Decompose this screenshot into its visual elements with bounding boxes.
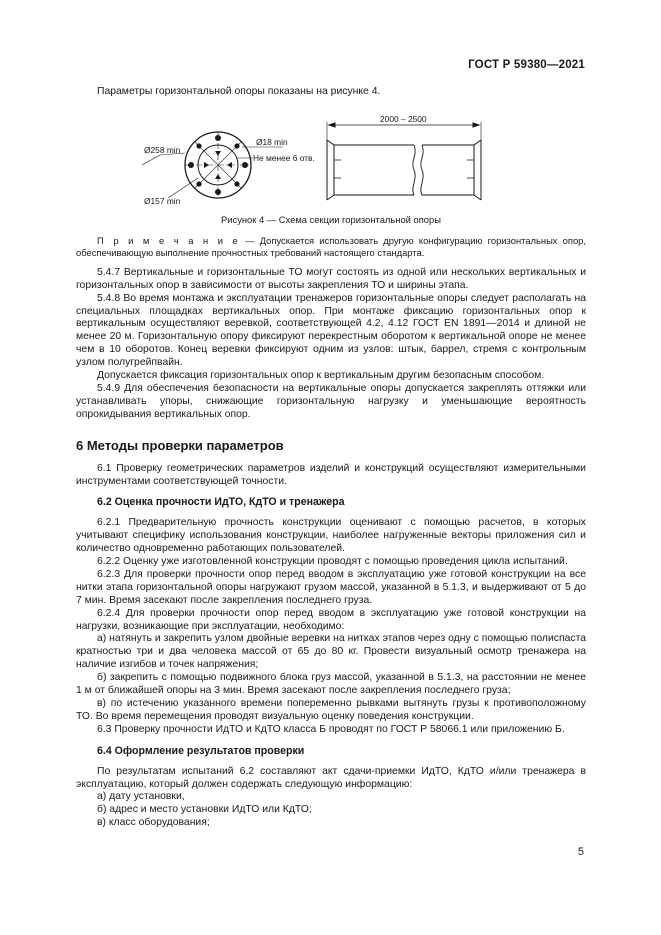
clause-5-4-7: 5.4.7 Вертикальные и горизонтальные ТО могут состоять из одной или нескольких вертикальных и горизонтальных опор в зависимости от высоты закрепления ТО и ширины этапа. xyxy=(76,266,586,291)
subsection-6-2-title: 6.2 Оценка прочности ИдТО, КдТО и тренажера xyxy=(97,496,345,509)
dim-hole-diameter: Ø18 min xyxy=(256,136,288,147)
clause-6-2-4-c: в) по истечению указанного времени попеременно рывками вытянуть грузы к противоположному ТО. Во время перемещения проводят визуальную оценку поведения конструкции. xyxy=(76,698,586,722)
clause-6-3: 6.3 Проверку прочности ИдТО и КдТО класса Б проводят по ГОСТ Р 58066.1 или приложению Б. xyxy=(97,723,565,735)
figure-note xyxy=(76,235,586,259)
dim-length: 2000 – 2500 xyxy=(380,113,427,124)
clause-6-2-3: 6.2.3 Для проверки прочности опор перед вводом в эксплуатацию уже готовой конструкции на все нитки этапа горизонтальной опоры нагружают грузом массой, указанной в 5.1.3, и выдерживают от 5 до 7 мин. Время засекают после закрепления последнего груза. xyxy=(76,568,586,606)
page-content xyxy=(76,86,586,830)
clause-5-4-9: 5.4.9 Для обеспечения безопасности на вертикальные опоры допускается закреплять оттяжки или устанавливать упоры, снижающие горизонтальную нагрузку и уменьшающие вероятность опрокидывания вертикальных опор. xyxy=(76,382,586,420)
clause-6-2-1: 6.2.1 Предварительную прочность конструкции оценивают с помощью расчетов, в которых учитывают специфику использования конструкции, наиболее нагруженные векторы приложения сил и количество одновременно работающих пользователей. xyxy=(76,517,586,555)
figure-4 xyxy=(76,112,586,207)
clause-5-4-8-addition: Допускается фиксация горизонтальных опор к вертикальным другим безопасным способом. xyxy=(97,370,545,382)
subsection-6-4-title: 6.4 Оформление результатов проверки xyxy=(97,744,305,757)
clause-6-2-4-a: а) натянуть и закрепить узлом двойные веревки на нитках этапов через одну с помощью полиспаста кратностью три и два человека массой от 65 до 80 кг. Провести визуальный осмотр тренажера на наличие изгибов и точек напряжения; xyxy=(76,633,586,671)
side-view xyxy=(327,122,481,200)
horizontal-support-drawing xyxy=(76,112,586,207)
note-text: — Допускается использовать другую конфигурацию горизонтальных опор, обеспечивающую выполнение прочностных требований настоящего стандарта. xyxy=(76,234,586,258)
clause-6-4-intro: По результатам испытаний 6.2 составляют акт сдачи-приемки ИдТО, КдТО и/или тренажера в эксплуатацию, который должен содержать следующую информацию: xyxy=(76,765,586,790)
figure-caption: Рисунок 4 — Схема секции горизонтальной опоры xyxy=(221,213,441,225)
dim-hole-count: Не менее 6 отв. xyxy=(253,152,315,163)
clause-6-2-4: 6.2.4 Для проверки прочности опор перед вводом в эксплуатацию уже готовой конструкции на нагрузки, возникающие при эксплуатации, необходимо: xyxy=(76,607,586,632)
section-6-title: 6 Методы проверки параметров xyxy=(76,437,284,453)
dim-outer-diameter: Ø258 min xyxy=(144,144,181,155)
intro-paragraph: Параметры горизонтальной опоры показаны на рисунке 4. xyxy=(97,86,381,97)
note-label: П р и м е ч а н и е xyxy=(97,234,240,246)
clause-6-1: 6.1 Проверку геометрических параметров изделий и конструкций осуществляют измерительными инструментами соответствующей точности. xyxy=(76,462,586,487)
standard-code: ГОСТ Р 59380—2021 xyxy=(468,59,585,71)
clause-6-2-2: 6.2.2 Оценку уже изготовленной конструкции проводят с помощью проведения цикла испытаний. xyxy=(97,556,568,568)
clause-6-4-b: б) адрес и место установки ИдТО или КдТО; xyxy=(97,804,312,816)
clause-5-4-8: 5.4.8 Во время монтажа и эксплуатации тренажеров горизонтальные опоры следует располагать на специальных площадках вертикальных опор. При монтаже фиксацию горизонтальных опор к вертикальным осуществляют веревкой, соответствующей 4.2, 4.12 ГОСТ EN 1891—2014 и длиной не менее 20 м. Горизонтальную опору фиксируют перекрестным оборотом к вертикальной опоре не менее чем в 10 оборотов. Конец веревки фиксируют одним из узлов: штык, баррел, стремя с контрольным узлом полугрейпвайн. xyxy=(76,292,586,369)
dim-inner-diameter: Ø157 min xyxy=(144,195,181,206)
clause-6-4-c: в) класс оборудования; xyxy=(97,817,210,829)
clause-6-4-a: а) дату установки, xyxy=(97,791,185,803)
clause-6-2-4-b: б) закрепить с помощью подвижного блока груз массой, указанной в 5.1.3, на расстоянии не менее 1 м от ближайшей опоры на 3 мин. Время засекают после закрепления последнего груза; xyxy=(76,672,586,697)
page-number: 5 xyxy=(577,846,584,858)
